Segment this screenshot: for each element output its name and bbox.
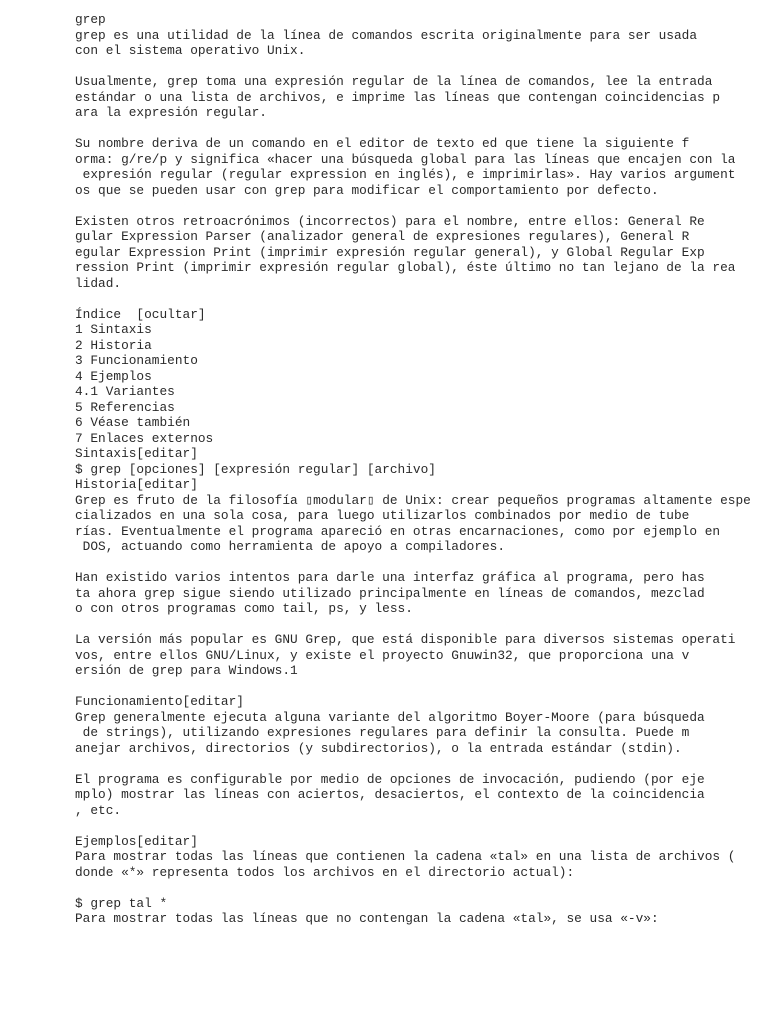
paragraph-gap [75,198,735,214]
text-line: con el sistema operativo Unix. [75,43,306,58]
text-line: ta ahora grep sigue siendo utilizado principalmente en líneas de comandos, mezclad [75,585,705,601]
text-line: Existen otros retroacrónimos (incorrectos) para el nombre, entre ellos: General Re [75,213,705,229]
text-line: anejar archivos, directorios (y subdirectorios), o la entrada estándar (stdin). [75,740,682,756]
text-line: Sintaxis[editar] [75,446,198,461]
paragraph-gap [75,291,735,307]
paragraph [75,12,735,59]
text-line: ression Print (imprimir expresión regular global), éste último no tan lejano de la rea [75,260,736,275]
text-line: grep [75,12,106,27]
text-line: Grep es fruto de la filosofía ▯modular▯ de Unix: crear pequeños programas altamente espe [75,492,751,508]
text-line: Funcionamiento[editar] [75,694,244,709]
text-line: expresión regular (regular expression en inglés), e imprimirlas». Hay varios argument [75,167,736,182]
text-line: gular Expression Parser (analizador general de expresiones regulares), General R [75,229,690,244]
paragraph [75,694,735,756]
text-line: Usualmente, grep toma una expresión regular de la línea de comandos, lee la entrada [75,74,713,89]
paragraph-gap [75,59,735,75]
text-line: mplo) mostrar las líneas con aciertos, desaciertos, el contexto de la coincidencia [75,787,705,802]
text-line: Ejemplos[editar] [75,833,198,849]
paragraph [75,136,735,198]
paragraph-gap [75,121,735,137]
text-line: 2 Historia [75,337,152,353]
paragraph [75,214,735,292]
text-line: egular Expression Print (imprimir expresión regular general), y Global Regular Exp [75,244,705,260]
paragraph [75,74,735,121]
text-line: DOS, actuando como herramienta de apoyo a compiladores. [75,539,506,554]
text-line: Índice [ocultar] [75,306,206,322]
text-line: La versión más popular es GNU Grep, que está disponible para diversos sistemas operati [75,632,736,647]
paragraph [75,570,735,617]
text-line: ersión de grep para Windows.1 [75,663,298,678]
text-line: Para mostrar todas las líneas que no contengan la cadena «tal», se usa «-v»: [75,911,659,926]
document-body [75,12,751,927]
text-line: Han existido varios intentos para darle una interfaz gráfica al programa, pero has [75,570,705,585]
text-line: 4.1 Variantes [75,384,175,399]
paragraph-gap [75,679,735,695]
text-line: vos, entre ellos GNU/Linux, y existe el proyecto Gnuwin32, que proporciona una v [75,647,690,663]
text-line: 1 Sintaxis [75,322,152,337]
text-line: $ grep [opciones] [expresión regular] [archivo] [75,461,436,477]
paragraph [75,306,751,555]
text-line: El programa es configurable por medio de opciones de invocación, pudiendo (por eje [75,771,705,787]
text-line: 7 Enlaces externos [75,430,214,446]
text-line: de strings), utilizando expresiones regulares para definir la consulta. Puede m [75,725,690,740]
paragraph [75,896,735,927]
text-line: o con otros programas como tail, ps, y less. [75,601,413,616]
text-line: cializados en una sola cosa, para luego utilizarlos combinados por medio de tube [75,508,690,523]
text-line: Su nombre deriva de un comando en el editor de texto ed que tiene la siguiente f [75,136,690,151]
text-line: Para mostrar todas las líneas que contienen la cadena «tal» en una lista de archivos ( [75,849,736,864]
paragraph [75,632,735,679]
text-line: Historia[editar] [75,477,198,492]
text-line: 4 Ejemplos [75,368,152,384]
text-line: ara la expresión regular. [75,105,267,120]
paragraph-gap [75,617,735,633]
text-line: $ grep tal * [75,895,168,911]
text-line: orma: g/re/p y significa «hacer una búsqueda global para las líneas que encajen con la [75,151,736,167]
text-line: 5 Referencias [75,399,175,415]
text-line: 3 Funcionamiento [75,353,198,368]
paragraph [75,772,735,819]
paragraph-gap [75,756,735,772]
paragraph-gap [75,880,735,896]
text-line: , etc. [75,802,122,818]
paragraph [75,834,735,881]
text-line: 6 Véase también [75,415,191,430]
text-line: estándar o una lista de archivos, e imprime las líneas que contengan coincidencias p [75,89,721,105]
text-line: rías. Eventualmente el programa apareció en otras encarnaciones, como por ejemplo en [75,523,721,539]
paragraph-gap [75,555,735,571]
text-line: lidad. [75,275,122,291]
paragraph-gap [75,818,735,834]
text-line: donde «*» representa todos los archivos en el directorio actual): [75,864,575,880]
text-line: Grep generalmente ejecuta alguna variante del algoritmo Boyer-Moore (para búsqueda [75,709,705,725]
text-line: grep es una utilidad de la línea de comandos escrita originalmente para ser usada [75,27,698,43]
text-line: os que se pueden usar con grep para modificar el comportamiento por defecto. [75,182,659,198]
